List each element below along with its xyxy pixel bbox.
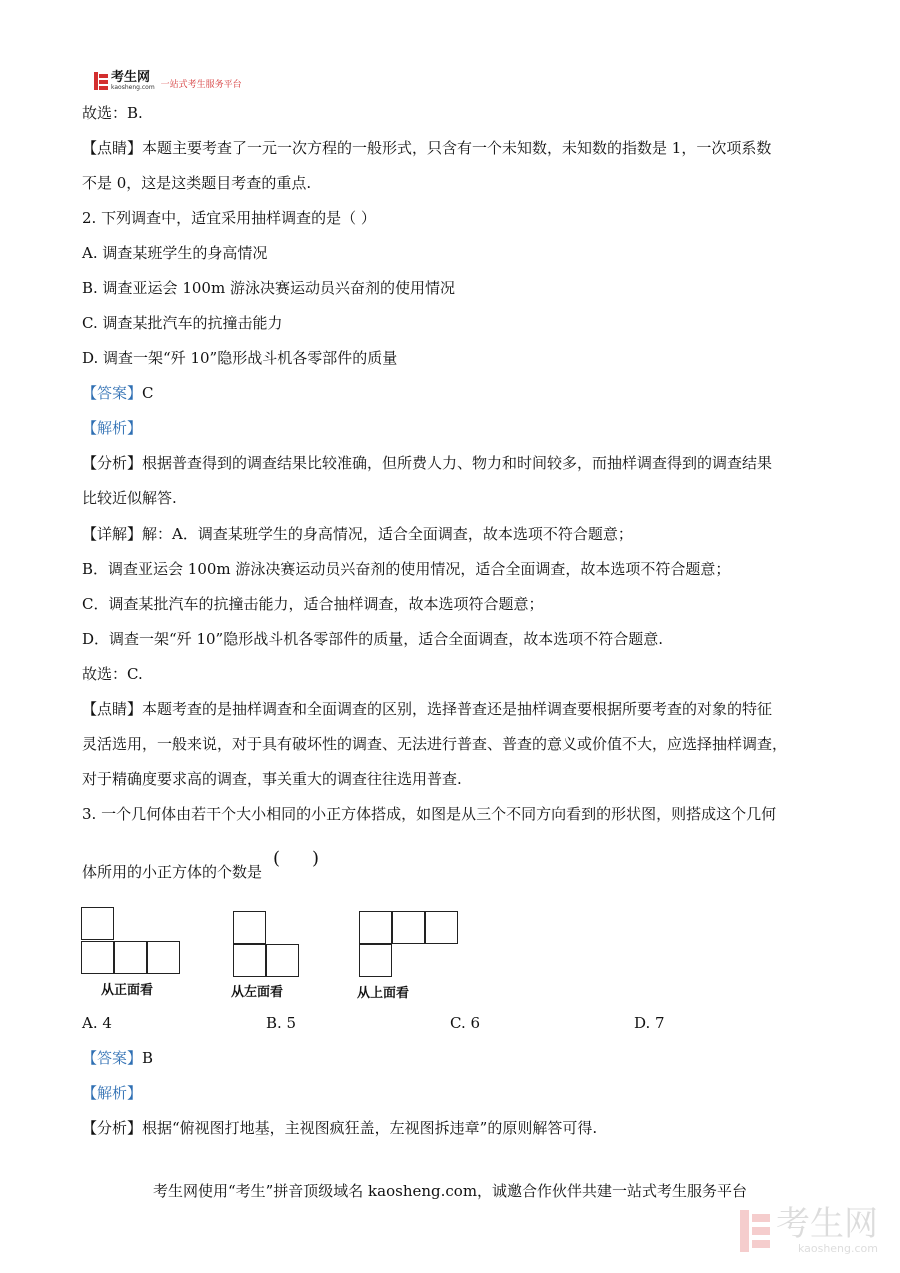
left-view-caption: 从左面看 [231, 985, 284, 1000]
square [233, 944, 266, 977]
q2-detail-line2: B．调查亚运会 100m 游泳决赛运动员兴奋剂的使用情况，适合全面调查，故本选项不符合题意； [82, 560, 731, 578]
q2-detail-line3: C．调查某批汽车的抗撞击能力，适合抽样调查，故本选项符合题意； [82, 595, 544, 613]
q2-comment-line1: 【点睛】本题考查的是抽样调查和全面调查的区别，选择普查还是抽样调查要根据所要考查的对象的特征 [82, 700, 773, 718]
square [392, 911, 425, 944]
q2-analysis-tag: 【解析】 [82, 419, 143, 437]
logo-icon [740, 1210, 770, 1252]
logo-name: 考生网 [111, 69, 151, 85]
top-view-caption: 从上面看 [357, 986, 410, 1001]
q3-stem-line2: 体所用的小正方体的个数是 [82, 863, 263, 881]
logo-slogan: 一站式考生服务平台 [160, 79, 242, 90]
q3-analysis-tag: 【解析】 [82, 1084, 143, 1102]
square [114, 941, 147, 974]
q3-stem-line1: 3. 一个几何体由若干个大小相同的小正方体搭成，如图是从三个不同方向看到的形状图，则搭成这个几何 [82, 805, 777, 823]
q3-answer: 【答案】B [82, 1049, 154, 1067]
square [147, 941, 180, 974]
square [425, 911, 458, 944]
left-view-figure [233, 911, 313, 1003]
answer-tag: 【答案】 [82, 1049, 143, 1067]
q3-analysis: 【分析】根据“俯视图打地基，主视图疯狂盖，左视图拆违章”的原则解答可得. [82, 1119, 598, 1137]
square [266, 944, 299, 977]
q2-option-a: A. 调查某班学生的身高情况 [82, 244, 268, 262]
q2-analysis-line2: 比较近似解答. [82, 489, 177, 507]
comment-tag: 【点睛】 [82, 139, 143, 157]
site-logo [94, 70, 242, 92]
square [81, 907, 114, 940]
q2-detail-line1: 【详解】解：A．调查某班学生的身高情况，适合全面调查，故本选项不符合题意； [82, 525, 633, 543]
q2-stem: 2. 下列调查中，适宜采用抽样调查的是（ ） [82, 209, 376, 227]
q2-detail-line4: D．调查一架“歼 10”隐形战斗机各零部件的质量，适合全面调查，故本选项不符合题意. [82, 630, 663, 648]
q3-paren-open: ( [273, 848, 281, 869]
prev-comment-line2: 不是 0，这是这类题目考查的重点. [82, 174, 312, 192]
q2-option-c: C. 调查某批汽车的抗撞击能力 [82, 314, 283, 332]
q2-comment-line3: 对于精确度要求高的调查，事关重大的调查往往选用普查. [82, 770, 462, 788]
front-view-figure [81, 907, 191, 999]
q3-option-b: B. 5 [266, 1014, 297, 1032]
q3-option-a: A. 4 [82, 1014, 112, 1032]
watermark-name: 考生网 [776, 1204, 878, 1244]
prev-comment-line1: 【点睛】本题主要考查了一元一次方程的一般形式，只含有一个未知数，未知数的指数是 1，一次项系数 [82, 139, 772, 157]
q2-option-d: D. 调查一架“歼 10”隐形战斗机各零部件的质量 [82, 349, 398, 367]
q2-option-b: B. 调查亚运会 100m 游泳决赛运动员兴奋剂的使用情况 [82, 279, 455, 297]
q2-answer: 【答案】C [82, 384, 154, 402]
square [359, 944, 392, 977]
q3-option-c: C. 6 [450, 1014, 481, 1032]
square [233, 911, 266, 944]
watermark-domain: kaosheng.com [797, 1242, 878, 1255]
q2-conclusion: 故选：C. [82, 665, 143, 683]
q3-option-d: D. 7 [634, 1014, 665, 1032]
watermark [740, 1206, 878, 1255]
logo-domain: kaosheng.com [111, 83, 155, 91]
logo-icon [94, 72, 108, 90]
q2-analysis-line1: 【分析】根据普查得到的调查结果比较准确，但所费人力、物力和时间较多，而抽样调查得到的调查结果 [82, 454, 773, 472]
page-footer: 考生网使用“考生”拼音顶级域名 kaosheng.com，诚邀合作伙伴共建一站式考生服务平台 [152, 1182, 748, 1200]
q2-comment-line2: 灵活选用，一般来说，对于具有破坏性的调查、无法进行普查、普查的意义或价值不大，应选择抽样调查， [82, 735, 788, 753]
prev-answer: 故选：B. [82, 104, 143, 122]
answer-tag: 【答案】 [82, 384, 143, 402]
front-view-caption: 从正面看 [101, 983, 154, 998]
q3-paren-close: ) [312, 848, 320, 869]
square [359, 911, 392, 944]
top-view-figure [359, 911, 469, 1003]
square [81, 941, 114, 974]
